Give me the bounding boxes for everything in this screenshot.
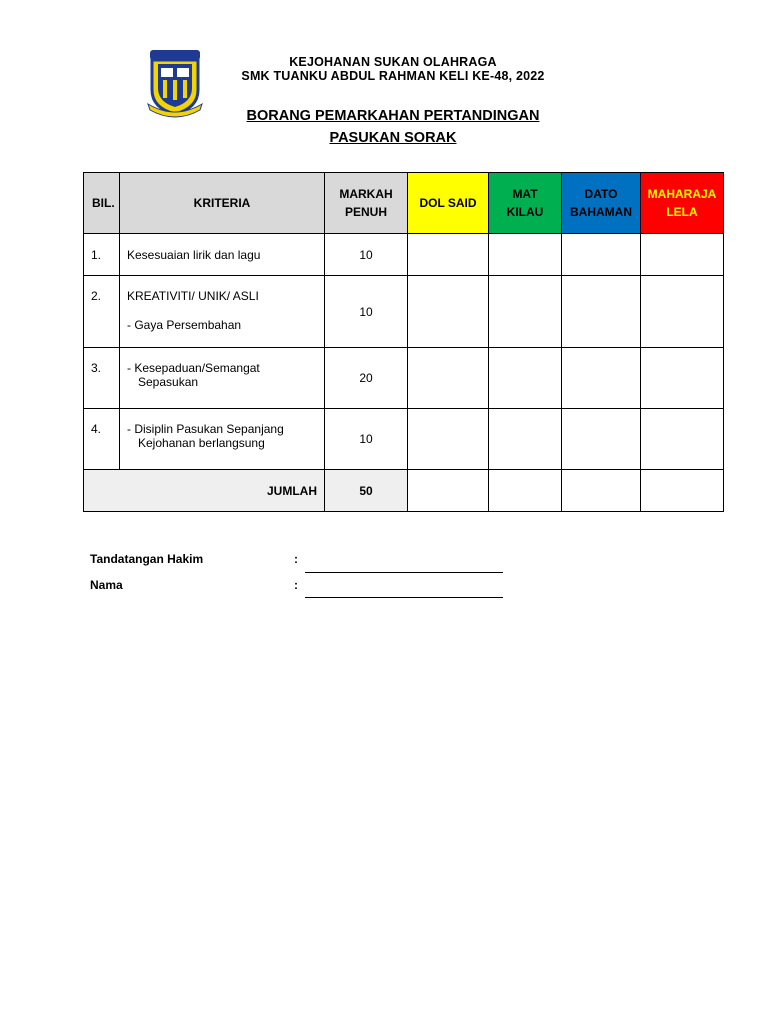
col-header-markah-penuh: MARKAH PENUH — [325, 173, 408, 234]
score-cell[interactable] — [489, 409, 562, 470]
score-cell[interactable] — [562, 348, 641, 409]
col-header-team-mat-kilau: MAT KILAU — [489, 173, 562, 234]
school-name: SMK TUANKU ABDUL RAHMAN KELI KE-48, 2022 — [241, 69, 545, 83]
total-label: JUMLAH — [84, 470, 325, 512]
row-criteria: KREATIVITI/ UNIK/ ASLI - Gaya Persembahan — [120, 276, 325, 348]
score-cell[interactable] — [489, 276, 562, 348]
score-cell[interactable] — [562, 276, 641, 348]
score-cell[interactable] — [641, 409, 724, 470]
row-full-marks: 20 — [325, 348, 408, 409]
total-score-cell[interactable] — [562, 470, 641, 512]
score-cell[interactable] — [562, 234, 641, 276]
score-cell[interactable] — [408, 409, 489, 470]
form-title: BORANG PEMARKAHAN PERTANDINGAN — [246, 108, 540, 124]
table-row — [84, 234, 724, 276]
judge-signature-label: Tandatangan Hakim — [90, 552, 204, 566]
header-row — [84, 173, 724, 234]
row-number: 1. — [84, 234, 120, 276]
col-header-team-dol-said: DOL SAID — [408, 173, 489, 234]
school-crest-logo — [146, 48, 204, 118]
name-line[interactable] — [305, 597, 503, 598]
row-number: 4. — [84, 409, 120, 470]
score-cell[interactable] — [489, 234, 562, 276]
score-cell[interactable] — [641, 234, 724, 276]
table-row — [84, 276, 724, 348]
col-header-team-dato-bahaman: DATO BAHAMAN — [562, 173, 641, 234]
row-full-marks: 10 — [325, 276, 408, 348]
name-colon: : — [294, 578, 298, 592]
table-row — [84, 348, 724, 409]
row-number: 2. — [84, 276, 120, 348]
col-header-team-maharaja-lela: MAHARAJA LELA — [641, 173, 724, 234]
judge-signature-colon: : — [294, 552, 298, 566]
row-full-marks: 10 — [325, 234, 408, 276]
table-row — [84, 409, 724, 470]
col-header-bil: BIL. — [84, 173, 120, 234]
form-subtitle: PASUKAN SORAK — [329, 130, 457, 146]
score-cell[interactable] — [489, 348, 562, 409]
score-cell[interactable] — [408, 234, 489, 276]
name-label: Nama — [90, 578, 123, 592]
judge-signature-line[interactable] — [305, 572, 503, 573]
total-score-cell[interactable] — [489, 470, 562, 512]
row-criteria: - Kesepaduan/Semangat Sepasukan — [120, 348, 325, 409]
event-title: KEJOHANAN SUKAN OLAHRAGA — [289, 55, 497, 69]
scoring-table — [83, 172, 724, 512]
total-full-marks: 50 — [325, 470, 408, 512]
score-cell[interactable] — [408, 276, 489, 348]
col-header-kriteria: KRITERIA — [120, 173, 325, 234]
row-criteria: Kesesuaian lirik dan lagu — [120, 234, 325, 276]
row-criteria: - Disiplin Pasukan Sepanjang Kejohanan berlangsung — [120, 409, 325, 470]
score-cell[interactable] — [408, 348, 489, 409]
total-score-cell[interactable] — [408, 470, 489, 512]
score-cell[interactable] — [562, 409, 641, 470]
score-cell[interactable] — [641, 348, 724, 409]
row-full-marks: 10 — [325, 409, 408, 470]
total-row — [84, 470, 724, 512]
score-cell[interactable] — [641, 276, 724, 348]
row-number: 3. — [84, 348, 120, 409]
total-score-cell[interactable] — [641, 470, 724, 512]
